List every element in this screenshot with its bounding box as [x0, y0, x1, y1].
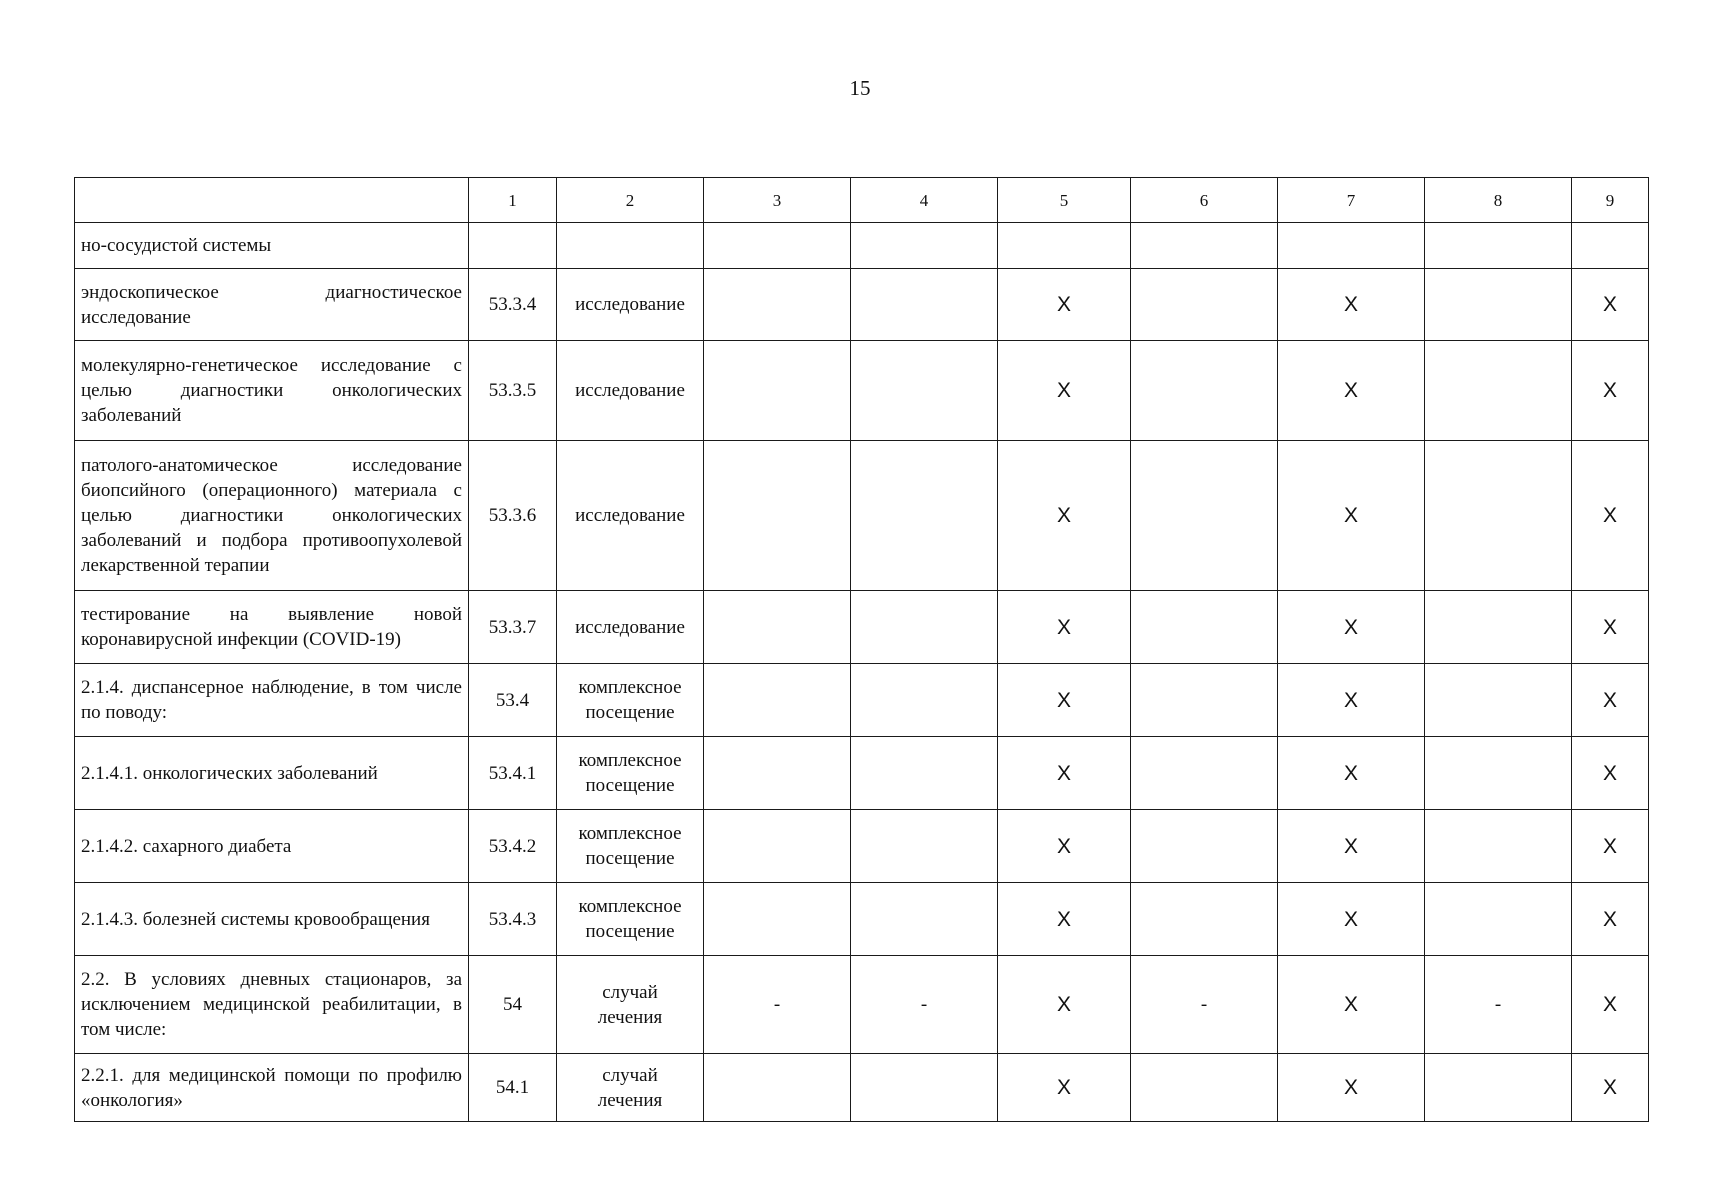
value-cell	[1425, 810, 1572, 883]
value-cell	[851, 341, 998, 441]
row-unit-cell	[557, 441, 704, 591]
header-cell: 6	[1131, 178, 1278, 223]
mark-cell: X	[1278, 810, 1425, 883]
value-cell	[998, 223, 1131, 269]
mark-cell: X	[998, 810, 1131, 883]
value-cell	[704, 737, 851, 810]
value-cell	[704, 269, 851, 341]
mark-cell: X	[1572, 810, 1649, 883]
mark-cell: X	[998, 341, 1131, 441]
mark-cell: X	[1572, 341, 1649, 441]
row-unit-cell	[557, 1054, 704, 1122]
mark-cell: X	[1572, 664, 1649, 737]
value-cell	[1425, 269, 1572, 341]
data-table	[74, 177, 1649, 1122]
row-code-cell: 54	[469, 956, 557, 1054]
row-code-cell: 54.1	[469, 1054, 557, 1122]
row-unit-cell	[557, 664, 704, 737]
mark-cell: X	[1572, 269, 1649, 341]
row-name-cell: патолого-анатомическое исследование биопсийного (операционного) материала с целью диагностики онкологических заболеваний и подбора противоопухолевой лекарственной терапии	[75, 441, 469, 591]
unit-text: исследование	[575, 294, 685, 315]
table-row	[75, 341, 1649, 441]
table-row	[75, 1054, 1649, 1122]
row-code-cell: 53.3.4	[469, 269, 557, 341]
table-row	[75, 956, 1649, 1054]
unit-text: комплексное	[578, 677, 682, 698]
mark-cell: X	[1278, 1054, 1425, 1122]
mark-cell: X	[1572, 956, 1649, 1054]
row-name-cell: 2.1.4.1. онкологических заболеваний	[75, 737, 469, 810]
header-cell: 7	[1278, 178, 1425, 223]
value-cell	[851, 737, 998, 810]
mark-cell: X	[998, 1054, 1131, 1122]
mark-cell: X	[1278, 956, 1425, 1054]
row-code-cell: 53.4.2	[469, 810, 557, 883]
row-code-cell: 53.3.6	[469, 441, 557, 591]
unit-text: исследование	[575, 380, 685, 401]
mark-cell: X	[1278, 591, 1425, 664]
header-cell: 3	[704, 178, 851, 223]
value-cell	[851, 591, 998, 664]
row-code-cell: 53.4	[469, 664, 557, 737]
value-cell	[851, 810, 998, 883]
row-code-cell	[469, 223, 557, 269]
value-cell	[704, 341, 851, 441]
row-name-cell: но-сосудистой системы	[75, 223, 469, 269]
value-cell	[1131, 269, 1278, 341]
value-cell	[1131, 441, 1278, 591]
header-cell	[75, 178, 469, 223]
row-unit-cell	[557, 341, 704, 441]
mark-cell: X	[998, 441, 1131, 591]
header-cell: 8	[1425, 178, 1572, 223]
value-cell	[1425, 591, 1572, 664]
row-name-cell: 2.2. В условиях дневных стационаров, за исключением медицинской реабилитации, в том числе:	[75, 956, 469, 1054]
value-cell	[1425, 223, 1572, 269]
row-code-cell: 53.3.5	[469, 341, 557, 441]
value-cell	[704, 441, 851, 591]
row-name-cell: эндоскопическое диагностическое исследование	[75, 269, 469, 341]
table-row	[75, 591, 1649, 664]
table-row	[75, 737, 1649, 810]
mark-cell: X	[998, 591, 1131, 664]
unit-text: комплексное	[578, 823, 682, 844]
mark-cell: X	[998, 269, 1131, 341]
unit-text: комплексное	[578, 896, 682, 917]
value-cell	[851, 269, 998, 341]
value-cell	[704, 223, 851, 269]
table-row	[75, 664, 1649, 737]
table-row	[75, 223, 1649, 269]
mark-cell: X	[1278, 441, 1425, 591]
unit-text: случай	[602, 981, 658, 1003]
row-unit-cell	[557, 269, 704, 341]
header-cell: 9	[1572, 178, 1649, 223]
value-cell	[1425, 664, 1572, 737]
value-cell	[1131, 341, 1278, 441]
value-cell	[1131, 664, 1278, 737]
unit-text: посещение	[585, 848, 675, 869]
mark-cell: X	[1278, 737, 1425, 810]
row-unit-cell	[557, 883, 704, 956]
table-row	[75, 883, 1649, 956]
value-cell	[851, 883, 998, 956]
row-name-cell: 2.2.1. для медицинской помощи по профилю «онкология»	[75, 1054, 469, 1122]
value-cell	[1425, 441, 1572, 591]
table-row	[75, 810, 1649, 883]
table-row	[75, 441, 1649, 591]
row-name-cell: 2.1.4. диспансерное наблюдение, в том числе по поводу:	[75, 664, 469, 737]
unit-text: исследование	[575, 505, 685, 526]
unit-text: лечения	[597, 1006, 663, 1028]
value-cell	[1131, 591, 1278, 664]
mark-cell: X	[1572, 1054, 1649, 1122]
value-cell	[704, 1054, 851, 1122]
unit-text: посещение	[585, 775, 675, 796]
row-code-cell: 53.4.1	[469, 737, 557, 810]
unit-text: лечения	[597, 1089, 663, 1111]
row-code-cell: 53.4.3	[469, 883, 557, 956]
mark-cell: X	[1278, 269, 1425, 341]
row-unit-cell	[557, 737, 704, 810]
mark-cell: X	[1278, 664, 1425, 737]
mark-cell: X	[998, 883, 1131, 956]
unit-text: случай	[602, 1064, 658, 1086]
value-cell: -	[704, 956, 851, 1054]
row-name-cell: тестирование на выявление новой коронавирусной инфекции (COVID-19)	[75, 591, 469, 664]
unit-text: исследование	[575, 616, 685, 638]
value-cell	[851, 1054, 998, 1122]
header-row	[75, 178, 1649, 223]
header-cell: 2	[557, 178, 704, 223]
value-cell	[1131, 737, 1278, 810]
mark-cell: X	[1278, 341, 1425, 441]
value-cell: -	[1425, 956, 1572, 1054]
unit-text: посещение	[585, 702, 675, 723]
row-unit-cell	[557, 956, 704, 1054]
value-cell	[1131, 810, 1278, 883]
value-cell	[704, 591, 851, 664]
value-cell	[704, 883, 851, 956]
mark-cell: X	[1278, 883, 1425, 956]
value-cell	[1425, 341, 1572, 441]
value-cell	[1278, 223, 1425, 269]
value-cell	[851, 664, 998, 737]
value-cell	[704, 664, 851, 737]
row-unit-cell	[557, 810, 704, 883]
row-unit-cell	[557, 223, 704, 269]
row-unit-cell	[557, 591, 704, 664]
row-name-cell: 2.1.4.3. болезней системы кровообращения	[75, 883, 469, 956]
mark-cell: X	[1572, 883, 1649, 956]
value-cell	[1572, 223, 1649, 269]
header-cell: 1	[469, 178, 557, 223]
value-cell	[1425, 1054, 1572, 1122]
mark-cell: X	[1572, 591, 1649, 664]
header-cell: 4	[851, 178, 998, 223]
value-cell	[704, 810, 851, 883]
mark-cell: X	[998, 956, 1131, 1054]
row-name-cell: молекулярно-генетическое исследование с целью диагностики онкологических заболеваний	[75, 341, 469, 441]
table-row	[75, 269, 1649, 341]
value-cell	[1425, 737, 1572, 810]
value-cell	[1131, 883, 1278, 956]
page-number: 15	[849, 76, 871, 100]
value-cell: -	[1131, 956, 1278, 1054]
value-cell	[1131, 223, 1278, 269]
unit-text: посещение	[585, 921, 675, 942]
header-cell: 5	[998, 178, 1131, 223]
mark-cell: X	[1572, 737, 1649, 810]
unit-text: комплексное	[578, 750, 682, 771]
value-cell	[1131, 1054, 1278, 1122]
value-cell	[851, 441, 998, 591]
value-cell: -	[851, 956, 998, 1054]
row-name-cell: 2.1.4.2. сахарного диабета	[75, 810, 469, 883]
mark-cell: X	[1572, 441, 1649, 591]
value-cell	[851, 223, 998, 269]
value-cell	[1425, 883, 1572, 956]
mark-cell: X	[998, 737, 1131, 810]
row-code-cell: 53.3.7	[469, 591, 557, 664]
mark-cell: X	[998, 664, 1131, 737]
